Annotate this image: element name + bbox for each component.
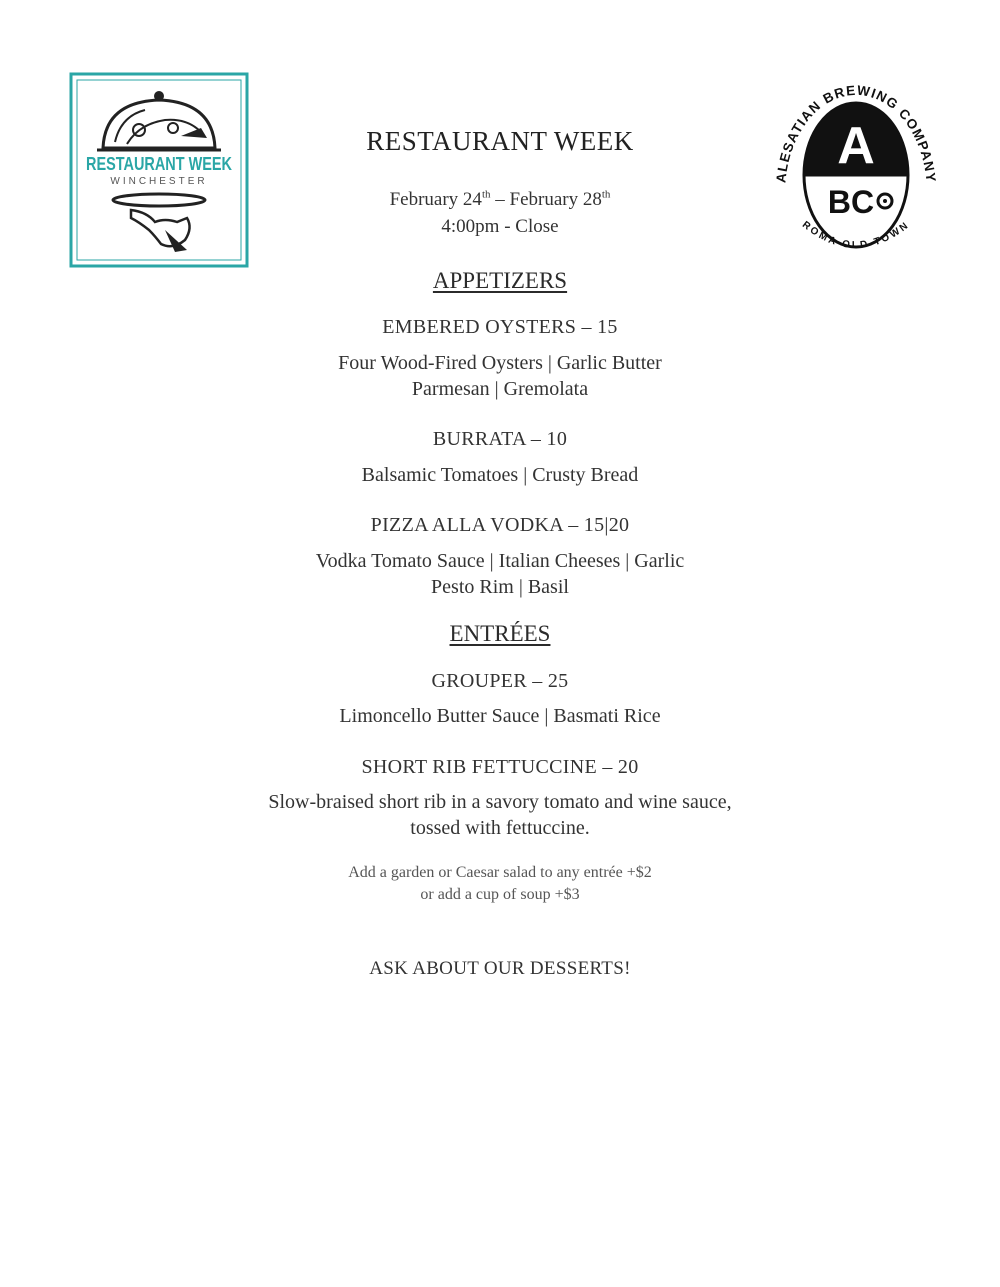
menu-item-description [0, 548, 1000, 600]
abc-bottom-text: ROMA OLD TOWN [799, 219, 913, 252]
menu-item-name: SHORT RIB FETTUCCINE – 20 [361, 756, 639, 778]
menu-item-description [0, 703, 1000, 729]
abc-brewing-logo [771, 75, 941, 285]
date-separator: – [490, 189, 510, 210]
menu-item-description [0, 462, 1000, 488]
description-line: tossed with fettuccine. [410, 817, 590, 839]
appetizers-heading: APPETIZERS [432, 268, 568, 293]
date-range [0, 186, 1000, 213]
abc-letter-a: A [837, 117, 875, 175]
menu-item-name: PIZZA ALLA VODKA – 15|20 [370, 514, 630, 536]
menu-item-name: GROUPER – 25 [431, 670, 569, 692]
menu-item-name: BURRATA – 10 [432, 428, 568, 450]
description-line: Four Wood-Fired Oysters | Garlic Butter [338, 352, 662, 374]
menu-title: RESTAURANT WEEK [366, 126, 634, 156]
description-line: Balsamic Tomatoes | Crusty Bread [361, 464, 639, 486]
date-start-suffix: th [481, 188, 491, 201]
description-line: Limoncello Butter Sauce | Basmati Rice [339, 705, 661, 727]
date-end: February 28 [509, 189, 602, 210]
description-line: Vodka Tomato Sauce | Italian Cheeses | Garlic [315, 550, 685, 572]
description-line: Pesto Rim | Basil [431, 576, 569, 598]
menu-item-description [0, 350, 1000, 402]
menu-item-description [0, 789, 1000, 841]
logo-rw-line1: RESTAURANT WEEK [86, 154, 232, 174]
add-on-note [0, 862, 1000, 906]
abc-letters-bc: BC [827, 184, 875, 220]
date-start: February 24 [389, 189, 482, 210]
description-line: Parmesan | Gremolata [411, 378, 589, 400]
description-line: Slow-braised short rib in a savory tomato and wine sauce, [268, 791, 732, 813]
desserts-callout: ASK ABOUT OUR DESSERTS! [369, 958, 631, 979]
event-hours: 4:00pm - Close [441, 216, 559, 237]
abc-ring-text: ALESATIAN BREWING COMPANY [773, 82, 939, 184]
note-line: or add a cup of soup +$3 [420, 886, 580, 903]
event-dates [0, 186, 1000, 240]
date-end-suffix: th [601, 188, 611, 201]
logo-rw-line2: WINCHESTER [110, 176, 208, 187]
entrees-heading: ENTRÉES [449, 621, 551, 646]
menu-item-name: EMBERED OYSTERS – 15 [382, 316, 618, 338]
note-line: Add a garden or Caesar salad to any entrée +$2 [348, 864, 652, 881]
